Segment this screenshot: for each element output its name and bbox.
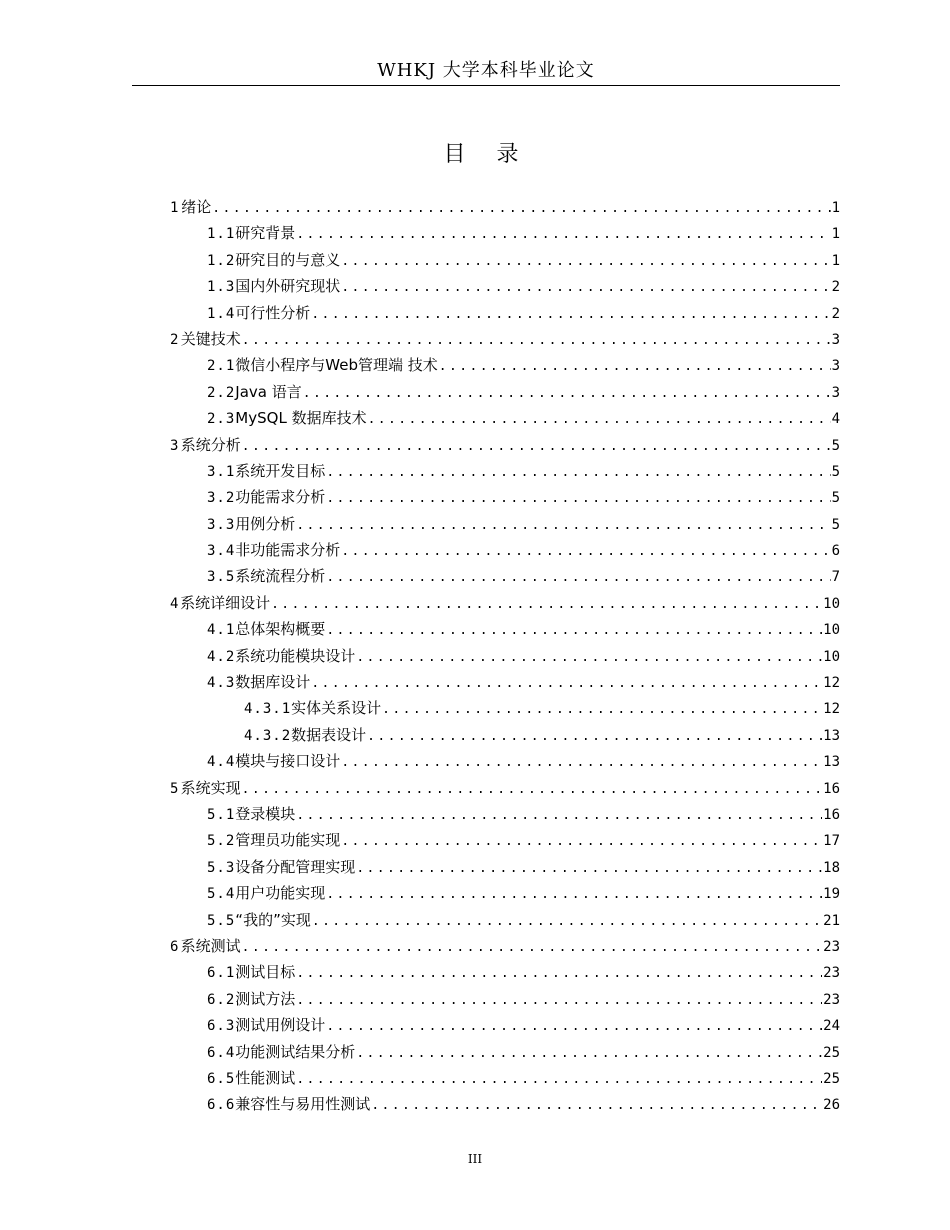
toc-entry-page: 26	[823, 1097, 840, 1114]
toc-entry-number: 4.2	[207, 648, 236, 665]
toc-entry-label: 实体关系设计	[291, 699, 382, 718]
toc-entry-label: 系统流程分析	[235, 567, 326, 586]
toc-entry-number: 5.5	[207, 912, 236, 929]
toc-dot-leader	[341, 750, 822, 776]
toc-entry-label: 研究目的与意义	[235, 250, 341, 269]
toc-entry-label: 绪论	[181, 198, 212, 216]
toc-entry-page: 1	[831, 252, 840, 269]
toc-entry[interactable]	[170, 458, 840, 484]
toc-entry-label: 非功能需求分析	[235, 541, 341, 560]
toc-entry-number: 3	[170, 437, 180, 454]
toc-entry-number: 6.4	[207, 1044, 236, 1061]
toc-entry-page: 25	[823, 1044, 840, 1061]
toc-entry-page: 1	[831, 200, 840, 216]
toc-entry[interactable]	[170, 511, 840, 537]
toc-dot-leader	[303, 381, 831, 407]
toc-entry[interactable]	[170, 775, 840, 801]
toc-dot-leader	[296, 1067, 822, 1093]
toc-dot-leader	[296, 222, 830, 248]
toc-dot-leader	[326, 486, 830, 512]
toc-entry-label: 测试方法	[235, 989, 296, 1008]
toc-entry-label: 微信小程序与Web管理端 技术	[235, 356, 438, 375]
toc-entry-number: 6.3	[207, 1018, 236, 1035]
toc-entry-page: 16	[823, 806, 840, 823]
toc-entry-label: 关键技术	[180, 329, 241, 348]
toc-dot-leader	[296, 803, 822, 829]
toc-entry-page: 19	[823, 886, 840, 903]
toc-entry[interactable]	[170, 669, 840, 695]
toc-entry-label: 系统功能模块设计	[235, 646, 356, 665]
toc-entry-page: 7	[831, 569, 840, 586]
toc-entry-label: 性能测试	[235, 1068, 296, 1087]
toc-entry[interactable]	[170, 986, 840, 1012]
toc-entry-label: Java 语言	[235, 382, 302, 401]
toc-entry-page: 2	[831, 279, 840, 296]
toc-entry-page: 24	[823, 1018, 840, 1035]
toc-dot-leader	[271, 592, 822, 618]
toc-entry-label: 用例分析	[235, 514, 296, 533]
toc-entry[interactable]	[170, 1039, 840, 1065]
toc-dot-leader	[356, 856, 822, 882]
toc-entry-page: 3	[831, 384, 840, 401]
toc-entry-number: 5.3	[207, 859, 236, 876]
toc-dot-leader	[242, 777, 823, 803]
toc-entry-label: 总体架构概要	[235, 620, 326, 639]
toc-entry-number: 3.5	[207, 569, 236, 586]
toc-entry[interactable]	[170, 801, 840, 827]
toc-entry-number: 1.3	[207, 279, 236, 296]
toc-entry[interactable]	[170, 1012, 840, 1038]
toc-entry-page: 13	[823, 754, 840, 771]
toc-entry-label: 功能测试结果分析	[235, 1042, 356, 1061]
toc-entry-label: MySQL 数据库技术	[235, 409, 367, 428]
toc-entry[interactable]	[170, 748, 840, 774]
toc-entry-number: 4.3	[207, 675, 236, 692]
toc-entry-number: 4	[170, 595, 180, 612]
toc-entry-page: 3	[831, 358, 840, 375]
toc-entry-page: 23	[823, 965, 840, 982]
toc-title: 目 录	[443, 142, 531, 167]
toc-entry-label: 系统详细设计	[180, 593, 271, 612]
toc-entry-number: 6.1	[207, 965, 236, 982]
header-rule	[132, 85, 840, 86]
toc-entry-number: 3.2	[207, 490, 236, 507]
toc-dot-leader	[311, 302, 830, 328]
toc-entry[interactable]	[170, 695, 840, 721]
toc-entry-label: 系统测试	[180, 936, 241, 955]
toc-dot-leader	[242, 935, 823, 961]
toc-dot-leader	[341, 829, 822, 855]
toc-entry[interactable]	[170, 907, 840, 933]
toc-entry-number: 1.2	[207, 252, 236, 269]
toc-entry-number: 6.5	[207, 1070, 236, 1087]
toc-entry[interactable]	[170, 959, 840, 985]
toc-entry[interactable]	[170, 300, 840, 326]
toc-entry[interactable]	[170, 326, 840, 352]
toc-entry-number: 6.6	[207, 1097, 236, 1114]
toc-entry-label: 可行性分析	[235, 303, 311, 322]
toc-entry-label: 数据表设计	[291, 725, 367, 744]
toc-entry-number: 3.3	[207, 516, 236, 533]
toc-entry-page: 25	[823, 1070, 840, 1087]
toc-entry-number: 4.3.1	[244, 701, 292, 718]
toc-entry-label: 管理员功能实现	[235, 831, 341, 850]
toc-entry-page: 23	[823, 991, 840, 1008]
toc-entry-page: 12	[823, 701, 840, 718]
toc-entry-page: 13	[823, 727, 840, 744]
toc-entry-label: 测试用例设计	[235, 1016, 326, 1035]
toc-entry-page: 12	[823, 675, 840, 692]
toc-entry-number: 6	[170, 938, 180, 955]
toc-entry-label: 登录模块	[235, 804, 296, 823]
toc-entry-number: 2	[170, 331, 180, 348]
toc-entry-label: 模块与接口设计	[235, 752, 341, 771]
toc-dot-leader	[439, 354, 831, 380]
toc-dot-leader	[296, 988, 822, 1014]
toc-entry[interactable]	[170, 537, 840, 563]
page-number: III	[467, 1152, 483, 1166]
toc-entry-number: 1.4	[207, 305, 236, 322]
toc-entry-page: 5	[831, 463, 840, 480]
toc-entry-label: 用户功能实现	[235, 884, 326, 903]
toc-entry-label: 测试目标	[235, 963, 296, 982]
toc-dot-leader	[312, 909, 822, 935]
toc-entry-page: 2	[831, 305, 840, 322]
toc-entry[interactable]	[170, 722, 840, 748]
toc-entry[interactable]	[170, 880, 840, 906]
toc-dot-leader	[382, 697, 822, 723]
toc-entry[interactable]	[170, 194, 840, 220]
toc-entry[interactable]	[170, 827, 840, 853]
toc-entry-page: 3	[831, 331, 840, 348]
toc-entry[interactable]	[170, 379, 840, 405]
toc-dot-leader	[296, 513, 830, 539]
toc-entry-number: 2.2	[207, 384, 236, 401]
toc-entry-number: 5.2	[207, 833, 236, 850]
toc-entry-label: “我的”实现	[235, 910, 311, 929]
toc-entry-number: 5.4	[207, 886, 236, 903]
toc-dot-leader	[341, 275, 830, 301]
toc-entry-label: 数据库设计	[235, 673, 311, 692]
toc-entry-page: 5	[831, 516, 840, 533]
toc-dot-leader	[356, 645, 822, 671]
running-header: WHKJ 大学本科毕业论文	[377, 60, 595, 81]
toc-entry-label: 设备分配管理实现	[235, 857, 356, 876]
toc-entry-number: 1.1	[207, 226, 236, 243]
toc-entry-number: 2.1	[207, 358, 236, 375]
toc-entry-label: 系统分析	[180, 435, 241, 454]
toc-entry-number: 3.1	[207, 463, 236, 480]
toc-dot-leader	[326, 882, 822, 908]
toc-entry-label: 研究背景	[235, 224, 296, 243]
toc-dot-leader	[242, 434, 831, 460]
toc-entry[interactable]	[170, 854, 840, 880]
toc-entry[interactable]	[170, 484, 840, 510]
toc-entry-label: 功能需求分析	[235, 488, 326, 507]
toc-entry[interactable]	[170, 405, 840, 431]
toc-entry-page: 23	[823, 938, 840, 955]
toc-dot-leader	[368, 407, 831, 433]
toc-entry-label: 系统开发目标	[235, 461, 326, 480]
toc-dot-leader	[326, 460, 830, 486]
toc-dot-leader	[296, 961, 822, 987]
toc-entry-number: 1	[170, 200, 180, 216]
toc-entry[interactable]	[170, 643, 840, 669]
toc-entry-page: 6	[831, 543, 840, 560]
toc-entry-number: 4.4	[207, 754, 236, 771]
toc-dot-leader	[356, 1041, 822, 1067]
toc-entry[interactable]	[170, 933, 840, 959]
toc-entry-number: 4.3.2	[244, 727, 292, 744]
toc-dot-leader	[326, 565, 830, 591]
toc-entry-page: 21	[823, 912, 840, 929]
toc-dot-leader	[311, 671, 822, 697]
toc-entry[interactable]	[170, 273, 840, 299]
toc-entry-number: 3.4	[207, 543, 236, 560]
toc-entry[interactable]	[170, 247, 840, 273]
toc-dot-leader	[212, 196, 830, 222]
toc-entry[interactable]	[170, 1091, 840, 1117]
toc-entry-page: 10	[823, 622, 840, 639]
toc-entry-page: 10	[823, 595, 840, 612]
toc-dot-leader	[341, 249, 830, 275]
toc-entry[interactable]	[170, 590, 840, 616]
toc-dot-leader	[367, 724, 822, 750]
toc-dot-leader	[242, 328, 831, 354]
toc-entry-number: 2.3	[207, 411, 236, 428]
toc-entry-page: 18	[823, 859, 840, 876]
toc-entry-page: 17	[823, 833, 840, 850]
toc-entry-page: 5	[831, 490, 840, 507]
table-of-contents	[170, 194, 840, 1118]
toc-entry-page: 10	[823, 648, 840, 665]
toc-entry-page: 16	[823, 780, 840, 797]
toc-dot-leader	[371, 1093, 822, 1119]
toc-entry-label: 国内外研究现状	[235, 277, 341, 296]
toc-entry-label: 兼容性与易用性测试	[235, 1095, 371, 1114]
toc-entry[interactable]	[170, 220, 840, 246]
toc-entry-number: 6.2	[207, 991, 236, 1008]
toc-entry[interactable]	[170, 432, 840, 458]
toc-entry-number: 4.1	[207, 622, 236, 639]
toc-dot-leader	[326, 618, 822, 644]
toc-entry[interactable]	[170, 563, 840, 589]
toc-dot-leader	[326, 1014, 822, 1040]
toc-entry-label: 系统实现	[180, 778, 241, 797]
toc-entry[interactable]	[170, 616, 840, 642]
toc-dot-leader	[341, 539, 830, 565]
toc-entry-number: 5.1	[207, 806, 236, 823]
toc-entry-page: 4	[831, 411, 840, 428]
toc-entry[interactable]	[170, 352, 840, 378]
toc-entry-page: 1	[831, 226, 840, 243]
toc-entry-page: 5	[831, 437, 840, 454]
toc-entry-number: 5	[170, 780, 180, 797]
toc-entry[interactable]	[170, 1065, 840, 1091]
